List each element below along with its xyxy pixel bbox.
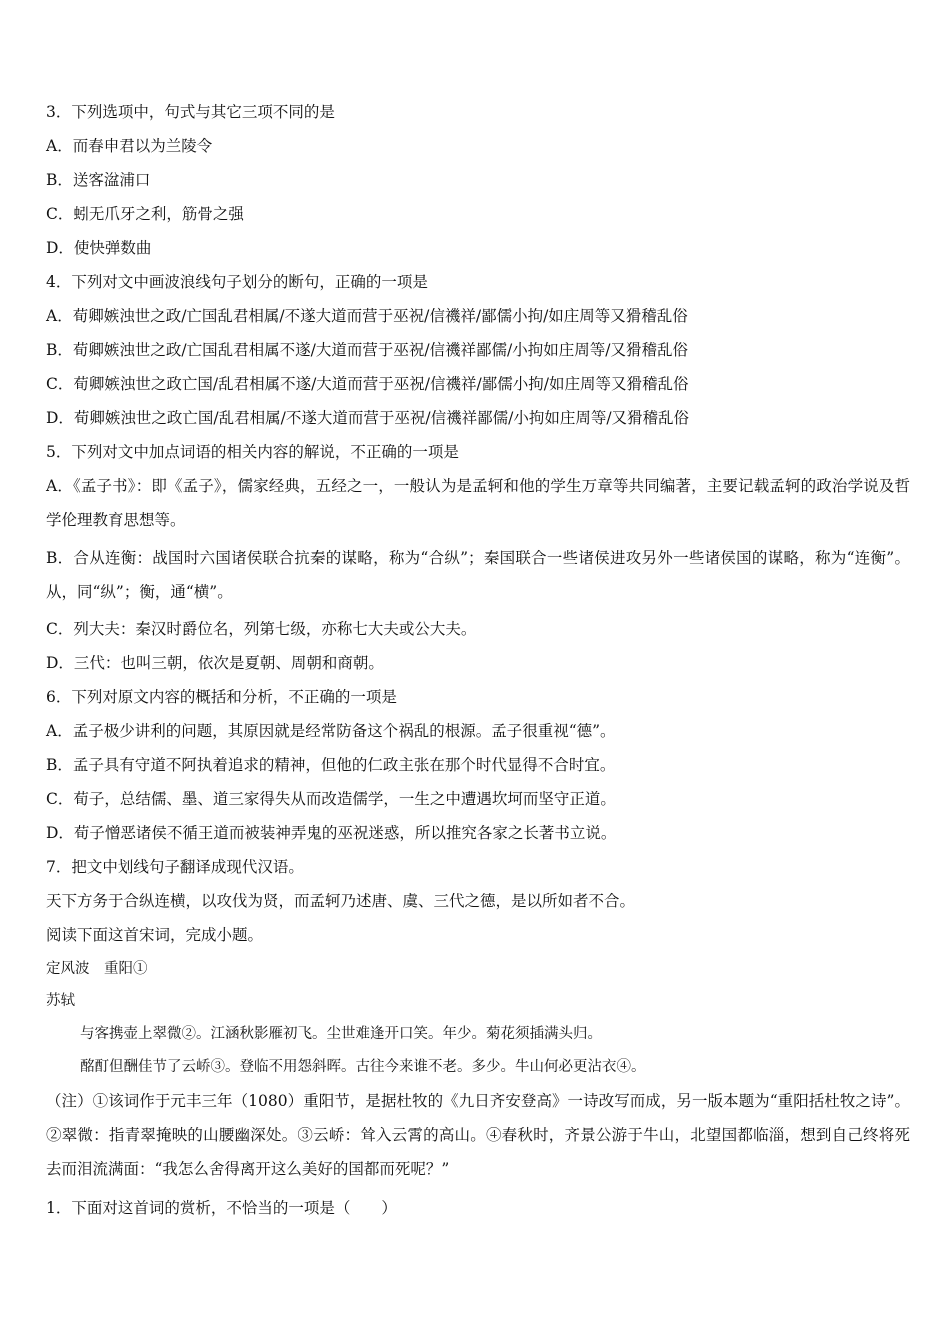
- q3-option-d: D．使快弹数曲: [46, 239, 152, 257]
- poem-note: （注）①该词作于元丰三年（1080）重阳节，是据杜牧的《九日齐安登高》一诗改写而成，另一版本题为“重阳括杜牧之诗”。②翠微：指青翠掩映的山腰幽深处。③云峤：耸入云霄的高山。④春秋时，齐景公游于牛山，北望国都临淄，想到自己终将死去而泪流满面：“我怎么舍得离开这么美好的国都而死呢？”: [46, 1092, 910, 1178]
- q4-option-a: A．荀卿嫉浊世之政/亡国乱君相属/不遂大道而营于巫祝/信禨祥/鄙儒小拘/如庄周等又猾稽乱俗: [46, 307, 688, 325]
- q7-sentence: 天下方务于合纵连横，以攻伐为贤，而孟轲乃述唐、虞、三代之德，是以所如者不合。: [46, 892, 636, 910]
- q4-option-c: C．荀卿嫉浊世之政亡国/乱君相属不遂/大道而营于巫祝/信禨祥/鄙儒小拘/如庄周等又猾稽乱俗: [46, 375, 689, 393]
- q3-option-b: B．送客湓浦口: [46, 171, 151, 189]
- q5-option-d: D．三代：也叫三朝，依次是夏朝、周朝和商朝。: [46, 654, 384, 672]
- reading-intro: 阅读下面这首宋词，完成小题。: [46, 926, 264, 944]
- poem-title: 定风波 重阳①: [46, 961, 148, 977]
- q4-option-d: D．荀卿嫉浊世之政亡国/乱君相属/不遂大道而营于巫祝/信禨祥鄙儒/小拘如庄周等/又猾稽乱俗: [46, 409, 690, 427]
- q5-option-b: B．合从连衡：战国时六国诸侯联合抗秦的谋略，称为“合纵”；秦国联合一些诸侯进攻另外一些诸侯国的谋略，称为“连衡”。从，同“纵”；衡，通“横”。: [46, 549, 910, 601]
- q4-option-b: B．荀卿嫉浊世之政/亡国乱君相属不遂/大道而营于巫祝/信禨祥鄙儒/小拘如庄周等/又猾稽乱俗: [46, 341, 689, 359]
- q3-option-c: C．蚓无爪牙之利，筋骨之强: [46, 205, 244, 223]
- question-7-stem: 7．把文中划线句子翻译成现代汉语。: [46, 858, 304, 876]
- question-1-stem: 1．下面对这首词的赏析，不恰当的一项是（ ）: [46, 1199, 397, 1217]
- q6-option-d: D．荀子憎恶诸侯不循王道而被装神弄鬼的巫祝迷惑，所以推究各家之长著书立说。: [46, 824, 617, 842]
- q5-option-a: A．《孟子书》：即《孟子》，儒家经典，五经之一，一般认为是孟轲和他的学生万章等共同编著，主要记载孟轲的政治学说及哲学伦理教育思想等。: [46, 477, 910, 529]
- q5-option-c: C．列大夫：秦汉时爵位名，列第七级，亦称七大夫或公大夫。: [46, 620, 477, 638]
- q6-option-a: A．孟子极少讲利的问题，其原因就是经常防备这个祸乱的根源。孟子很重视“德”。: [46, 722, 616, 740]
- poem-line-1: 与客携壶上翠微②。江涵秋影雁初飞。尘世难逢开口笑。年少。菊花须插满头归。: [80, 1026, 602, 1042]
- q6-option-b: B．孟子具有守道不阿执着追求的精神，但他的仁政主张在那个时代显得不合时宜。: [46, 756, 616, 774]
- q3-option-a: A．而春申君以为兰陵令: [46, 137, 213, 155]
- poem-author: 苏轼: [46, 993, 75, 1009]
- question-3-stem: 3．下列选项中，句式与其它三项不同的是: [46, 103, 335, 121]
- question-4-stem: 4．下列对文中画波浪线句子划分的断句，正确的一项是: [46, 273, 428, 291]
- question-6-stem: 6．下列对原文内容的概括和分析，不正确的一项是: [46, 688, 397, 706]
- poem-line-2: 酩酊但酬佳节了云峤③。登临不用怨斜晖。古往今来谁不老。多少。牛山何必更沾衣④。: [80, 1059, 646, 1075]
- q6-option-c: C．荀子，总结儒、墨、道三家得失从而改造儒学，一生之中遭遇坎坷而坚守正道。: [46, 790, 616, 808]
- question-5-stem: 5．下列对文中加点词语的相关内容的解说，不正确的一项是: [46, 443, 459, 461]
